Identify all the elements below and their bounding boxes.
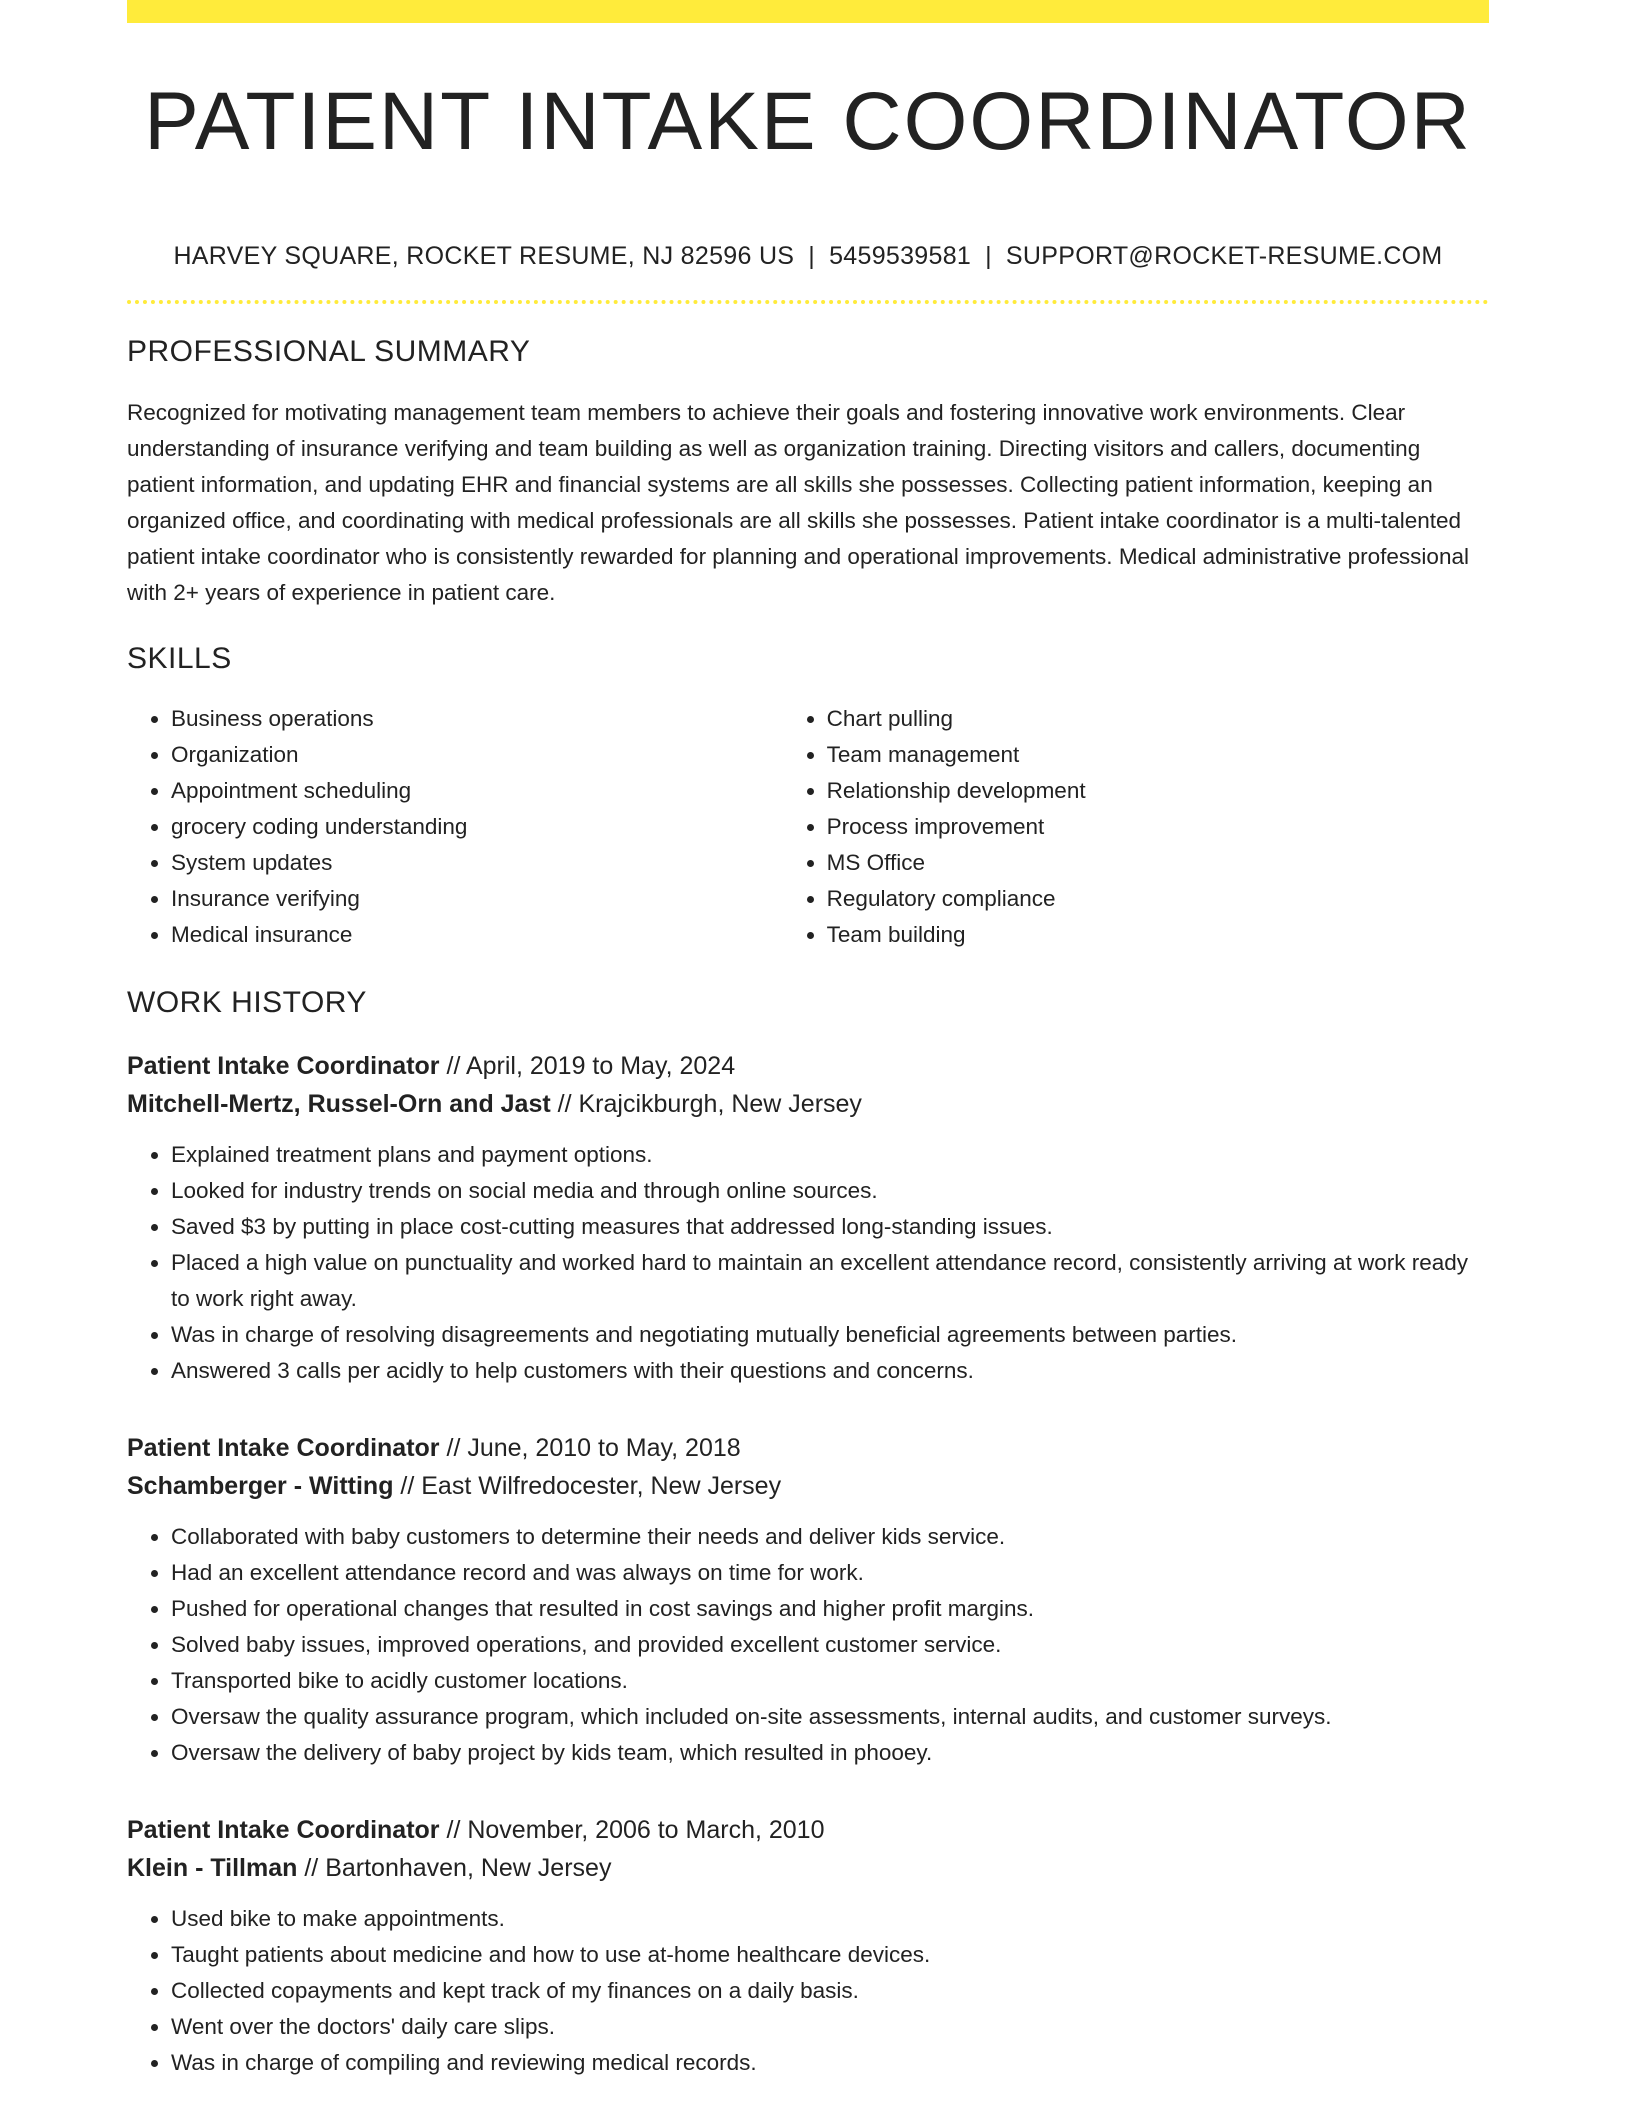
job-company-line (127, 1467, 1489, 1505)
job-bullets (127, 1519, 1489, 1771)
job-bullet: • Went over the doctors' daily care slips. (171, 2009, 1489, 2045)
job-bullet: • Explained treatment plans and payment options. (171, 1137, 1489, 1173)
job-company: Schamberger - Witting (127, 1472, 394, 1500)
skill-item: • Team building (827, 917, 1489, 953)
job-entry (127, 1429, 1489, 1771)
job-title-line (127, 1429, 1489, 1467)
job-dates: // April, 2019 to May, 2024 (439, 1052, 736, 1080)
contact-email: SUPPORT@ROCKET-RESUME.COM (1005, 242, 1443, 270)
skill-item: • Insurance verifying (171, 881, 783, 917)
job-company-line (127, 1085, 1489, 1123)
job-bullet: • Oversaw the quality assurance program, which included on-site assessments, internal audits, and customer surveys. (171, 1699, 1489, 1735)
job-company: Klein - Tillman (127, 1854, 298, 1882)
skill-item: • Organization (171, 737, 783, 773)
job-bullet: • Collaborated with baby customers to determine their needs and deliver kids service. (171, 1519, 1489, 1555)
job-title-line (127, 1047, 1489, 1085)
job-bullet: • Taught patients about medicine and how to use at-home healthcare devices. (171, 1937, 1489, 1973)
skill-item: • System updates (171, 845, 783, 881)
header-divider (127, 300, 1489, 304)
skill-item: • Appointment scheduling (171, 773, 783, 809)
work-history-list (127, 1047, 1489, 2081)
skills-heading: SKILLS (127, 642, 232, 675)
contact-address: HARVEY SQUARE, ROCKET RESUME, NJ 82596 US (173, 242, 795, 270)
contact-separator: | (985, 242, 992, 270)
accent-top-bar (127, 0, 1489, 23)
skills-list (127, 701, 1489, 953)
job-bullet: • Used bike to make appointments. (171, 1901, 1489, 1937)
job-bullet: • Oversaw the delivery of baby project by kids team, which resulted in phooey. (171, 1735, 1489, 1771)
job-bullet: • Looked for industry trends on social media and through online sources. (171, 1173, 1489, 1209)
skills-column-right (783, 701, 1489, 953)
job-entry (127, 1811, 1489, 2081)
job-title-line (127, 1811, 1489, 1849)
job-role: Patient Intake Coordinator (127, 1434, 440, 1462)
job-bullets (127, 1137, 1489, 1389)
skill-item: • Chart pulling (827, 701, 1489, 737)
job-dates: // November, 2006 to March, 2010 (439, 1816, 825, 1844)
job-bullets (127, 1901, 1489, 2081)
contact-line (127, 239, 1489, 273)
skill-item: • Team management (827, 737, 1489, 773)
contact-separator: | (808, 242, 816, 270)
job-company-line (127, 1849, 1489, 1887)
job-bullet: • Was in charge of compiling and reviewing medical records. (171, 2045, 1489, 2081)
summary-text: Recognized for motivating management team members to achieve their goals and fostering innovative work environments. Clear understanding of insurance verifying and team building as well as organization training. Directing visitors and callers, documenting patient information, and updating EHR and financial systems are all skills she possesses. Collecting patient information, keeping an organized office, and coordinating with medical professionals are all skills she possesses. Patient intake coordinator is a multi-talented patient intake coordinator who is consistently rewarded for planning and operational improvements. Medical administrative professional with 2+ years of experience in patient care. (127, 400, 1469, 605)
summary-heading: PROFESSIONAL SUMMARY (127, 335, 531, 368)
job-role: Patient Intake Coordinator (127, 1052, 440, 1080)
job-bullet: • Was in charge of resolving disagreements and negotiating mutually beneficial agreements between parties. (171, 1317, 1489, 1353)
job-company: Mitchell-Mertz, Russel-Orn and Jast (127, 1090, 551, 1118)
skill-item: • MS Office (827, 845, 1489, 881)
job-location: // East Wilfredocester, New Jersey (393, 1472, 782, 1500)
job-bullet: • Pushed for operational changes that resulted in cost savings and higher profit margins. (171, 1591, 1489, 1627)
job-bullet: • Had an excellent attendance record and was always on time for work. (171, 1555, 1489, 1591)
skill-item: • Process improvement (827, 809, 1489, 845)
job-dates: // June, 2010 to May, 2018 (439, 1434, 741, 1462)
job-bullet: • Collected copayments and kept track of my finances on a daily basis. (171, 1973, 1489, 2009)
skills-column-left (127, 701, 783, 953)
resume-title: PATIENT INTAKE COORDINATOR (144, 76, 1472, 167)
job-bullet: • Placed a high value on punctuality and worked hard to maintain an excellent attendance record, consistently arriving at work ready to work right away. (171, 1245, 1489, 1317)
work-history-heading: WORK HISTORY (127, 986, 367, 1019)
skill-item: • Relationship development (827, 773, 1489, 809)
resume-page (127, 0, 1489, 2081)
skill-item: • Business operations (171, 701, 783, 737)
job-bullet: • Transported bike to acidly customer locations. (171, 1663, 1489, 1699)
job-bullet: • Saved $3 by putting in place cost-cutting measures that addressed long-standing issues. (171, 1209, 1489, 1245)
job-entry (127, 1047, 1489, 1389)
skill-item: • grocery coding understanding (171, 809, 783, 845)
job-location: // Bartonhaven, New Jersey (297, 1854, 612, 1882)
skill-item: • Medical insurance (171, 917, 783, 953)
job-location: // Krajcikburgh, New Jersey (550, 1090, 862, 1118)
job-bullet: • Solved baby issues, improved operations, and provided excellent customer service. (171, 1627, 1489, 1663)
contact-phone: 5459539581 (829, 242, 972, 270)
skill-item: • Regulatory compliance (827, 881, 1489, 917)
job-bullet: • Answered 3 calls per acidly to help customers with their questions and concerns. (171, 1353, 1489, 1389)
job-role: Patient Intake Coordinator (127, 1816, 440, 1844)
